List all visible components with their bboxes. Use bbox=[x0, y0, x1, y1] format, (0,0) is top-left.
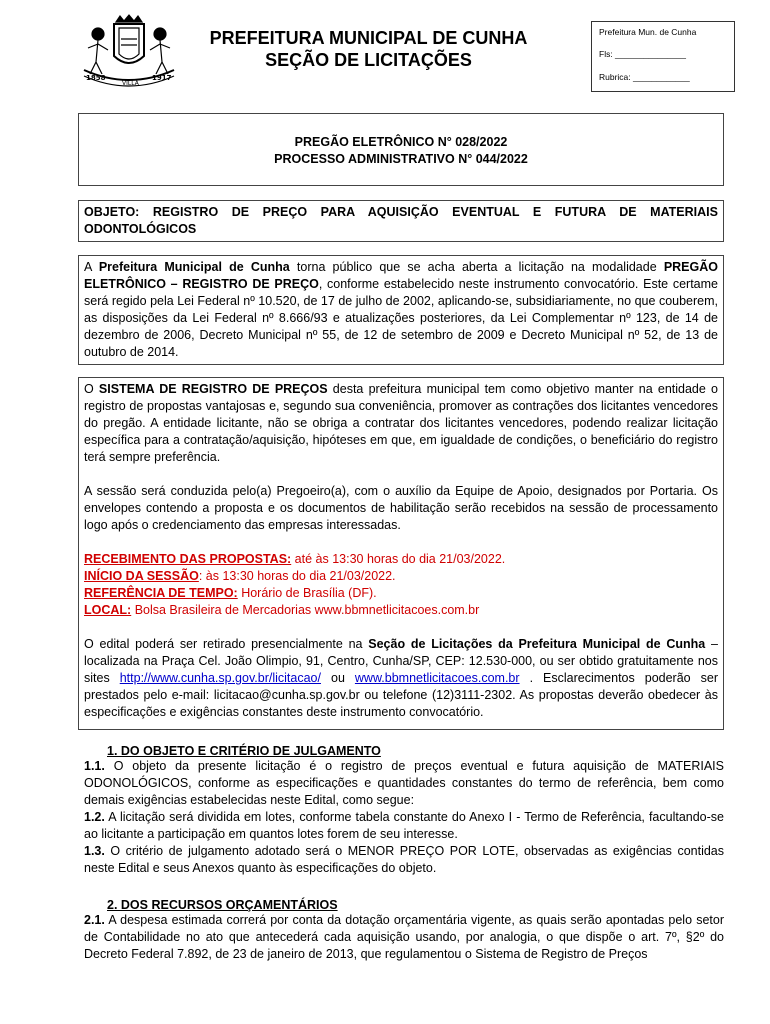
municipal-crest bbox=[78, 14, 180, 88]
header-title bbox=[196, 27, 541, 71]
intro-a: A bbox=[84, 260, 99, 274]
sessao-paragraph: A sessão será conduzida pelo(a) Pregoeiro(a), com o auxílio da Equipe de Apoio, designados por Portaria. Os envelopes contendo a proposta e os documentos de habilitação serão recebidos na sessão de processamento logo após o credenciamento das empresas interessadas. bbox=[84, 484, 718, 532]
section-1 bbox=[84, 744, 724, 877]
section-1-title: 1. DO OBJETO E CRITÉRIO DE JULGAMENTO bbox=[107, 744, 381, 758]
objeto-text: OBJETO: REGISTRO DE PREÇO PARA AQUISIÇÃO EVENTUAL E FUTURA DE MATERIAIS ODONTOLÓGICOS bbox=[84, 205, 718, 236]
local-label: LOCAL: bbox=[84, 603, 132, 617]
edital-bold: Seção de Licitações da Prefeitura Municipal de Cunha bbox=[368, 637, 706, 651]
item-1-2 bbox=[84, 809, 724, 843]
item-2-1 bbox=[84, 912, 724, 963]
local-value: Bolsa Brasileira de Mercadorias www.bbmnetlicitacoes.com.br bbox=[131, 603, 480, 617]
item-2-1-text: A despesa estimada correrá por conta da dotação orçamentária vigente, as quais serão apontadas pelo setor de Contabilidade no ato que antecederá cada aquisição usando, por analogia, o que dispõe o art. 7º, §2º do Decreto Federal 7.892, de 23 de janeiro de 2013, que regulamentou o Sistema de Registro de Preços bbox=[84, 913, 724, 961]
section-2-title: 2. DOS RECURSOS ORÇAMENTÁRIOS bbox=[107, 898, 338, 912]
processo-number: PROCESSO ADMINISTRATIVO N° 044/2022 bbox=[274, 152, 528, 166]
page-stamp-box bbox=[591, 21, 735, 92]
sistema-o: O bbox=[84, 382, 99, 396]
main-box bbox=[78, 377, 724, 730]
pregao-box bbox=[78, 113, 724, 186]
inicio-value: : às 13:30 horas do dia 21/03/2022. bbox=[198, 569, 396, 583]
referencia-line bbox=[84, 585, 718, 602]
recebimento-line bbox=[84, 551, 718, 568]
edital-t1: O edital poderá ser retirado presencialmente na bbox=[84, 637, 369, 651]
item-1-3-num: 1.3. bbox=[84, 844, 105, 858]
intro-t2: , conforme estabelecido neste instrumento convocatório. Este certame será regido pela Lei Federal nº 10.520, de 17 de julho de 2002, aplicando-se, subsidiariamente, no que couberem, as disposições da Lei Federal nº 8.666/93 e atualizações posteriores, da Lei Complementar nº 123, de 14 de dezembro de 2006, Decreto Municipal nº 55, de 12 de setembro de 2009 e Decreto Municipal nº 52, de 13 de outubro de 2014. bbox=[84, 277, 718, 359]
inicio-label: INÍCIO DA SESSÃO bbox=[84, 569, 199, 583]
sistema-bold: SISTEMA DE REGISTRO DE PREÇOS bbox=[98, 382, 328, 396]
local-line bbox=[84, 602, 718, 619]
stamp-fls: Fls: _______________ bbox=[599, 49, 686, 59]
item-2-1-num: 2.1. bbox=[84, 913, 105, 927]
item-1-1-num: 1.1. bbox=[84, 759, 105, 773]
intro-box bbox=[78, 255, 724, 365]
edital-t3: ou bbox=[320, 671, 355, 685]
objeto-box bbox=[78, 200, 724, 242]
item-1-2-num: 1.2. bbox=[84, 810, 105, 824]
inicio-line bbox=[84, 568, 718, 585]
recebimento-label: RECEBIMENTO DAS PROPOSTAS: bbox=[84, 552, 292, 566]
item-1-2-text: A licitação será dividida em lotes, conforme tabela constante do Anexo I - Termo de Referência, facultando-se ao licitante a participação em quantos lotes forem de seu interesse. bbox=[84, 810, 724, 841]
link-cunha[interactable]: http://www.cunha.sp.gov.br/licitacao/ bbox=[119, 671, 321, 685]
crest-motto: VILLA bbox=[122, 80, 139, 87]
edital-t4: . Esclarecimentos poderão ser prestados pelo e-mail: licitacao@cunha.sp.gov.br ou telefone (12)3111-2302. As propostas deverão obedecer às especificações e exigências constantes deste instrumento convocatório. bbox=[84, 671, 718, 719]
item-1-1 bbox=[84, 758, 724, 809]
recebimento-value: até às 13:30 horas do dia 21/03/2022. bbox=[291, 552, 506, 566]
stamp-rubrica: Rubrica: ____________ bbox=[599, 72, 690, 82]
sistema-text: desta prefeitura municipal tem como objetivo manter na entidade o registro de propostas vantajosas e, segundo sua conveniência, promover as contrações dos licitantes vencedores do pregão. A entidade licitante, não se obriga a contratar dos licitantes vencedores, podendo realizar licitação específica para a contratação/aquisição, hipóteses em que, em igualdade de condições, o beneficiário do registro terá sempre preferência. bbox=[84, 382, 718, 464]
edital-t2: – localizada na Praça Cel. João Olimpio, 91, Centro, Cunha/SP, CEP: 12.530-000, ou ser obtido gratuitamente nos sites bbox=[84, 637, 718, 685]
section-2 bbox=[84, 898, 724, 963]
edital-paragraph bbox=[84, 636, 718, 721]
datas-block bbox=[84, 551, 718, 619]
header-line-1: PREFEITURA MUNICIPAL DE CUNHA bbox=[209, 28, 528, 48]
header-line-2: SEÇÃO DE LICITAÇÕES bbox=[265, 50, 472, 70]
item-1-1-text: O objeto da presente licitação é o registro de preços eventual e futura aquisição de MATERIAIS ODONOLÓGICOS, conforme as especificações e quantidades constantes do termo de referência, bem como demais exigências estabelecidas neste Edital, como segue: bbox=[84, 759, 724, 807]
referencia-label: REFERÊNCIA DE TEMPO: bbox=[84, 586, 238, 600]
sistema-paragraph bbox=[84, 381, 718, 466]
crest-year-right: 1917 bbox=[152, 74, 172, 82]
intro-org: Prefeitura Municipal de Cunha bbox=[98, 260, 290, 274]
intro-t1: torna público que se acha aberta a licitação na modalidade bbox=[289, 260, 664, 274]
crest-year-left: 1858 bbox=[86, 74, 106, 82]
referencia-value: Horário de Brasília (DF). bbox=[237, 586, 377, 600]
pregao-number: PREGÃO ELETRÔNICO N° 028/2022 bbox=[294, 135, 508, 149]
link-bbmnet[interactable]: www.bbmnetlicitacoes.com.br bbox=[354, 671, 520, 685]
intro-modalidade: PREGÃO ELETRÔNICO – REGISTRO DE PREÇO bbox=[84, 260, 718, 291]
stamp-title: Prefeitura Mun. de Cunha bbox=[599, 27, 697, 37]
item-1-3-text: O critério de julgamento adotado será o MENOR PREÇO POR LOTE, observadas as exigências contidas neste Edital e seus Anexos quanto às especificações do objeto. bbox=[84, 844, 724, 875]
item-1-3 bbox=[84, 843, 724, 877]
